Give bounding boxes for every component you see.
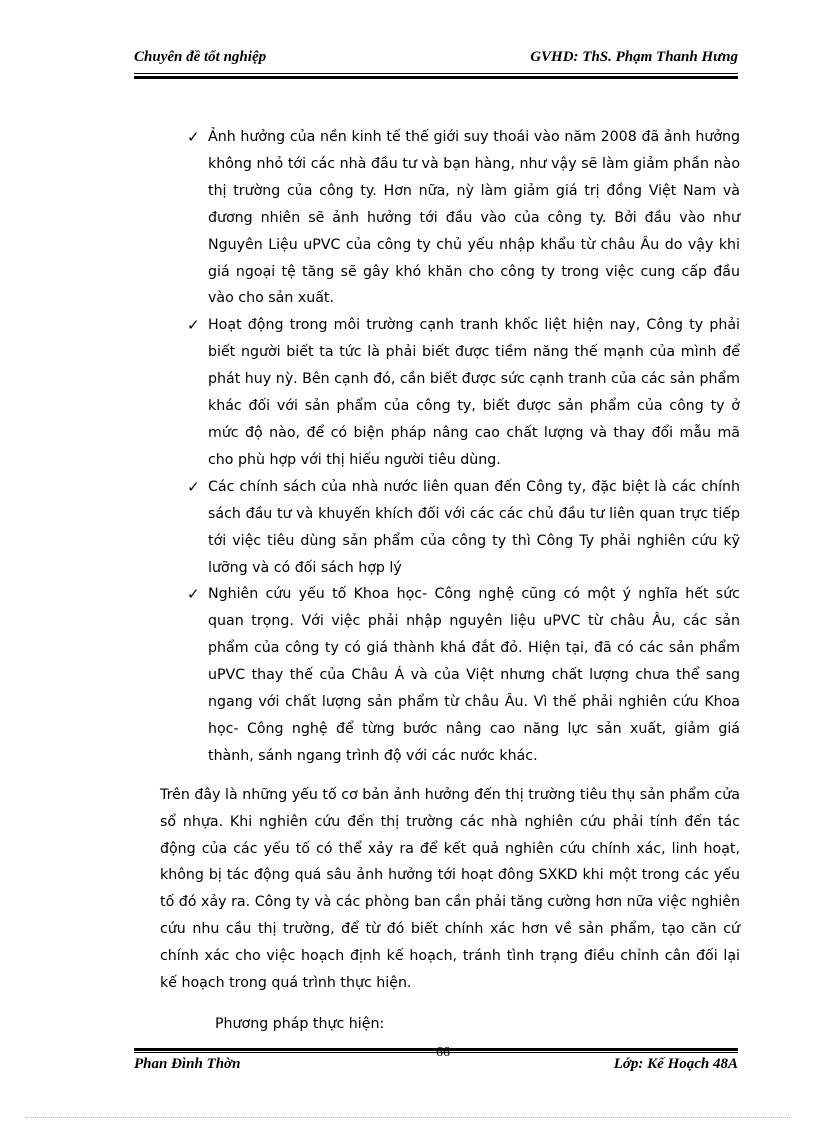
- header-title: Chuyên đề tốt nghiệp: [134, 49, 267, 65]
- list-item-text: Các chính sách của nhà nước liên quan đến Công ty, đặc biệt là các chính sách đầu tư và khuyến khích đối với các các chủ đầu tư liên quan trực tiếp tới việc tiêu dùng sản phẩm của công ty thì Công Ty phải nghiên cứu kỹ lưỡng và có đối sách hợp lý: [208, 478, 740, 576]
- list-item-text: Nghiên cứu yếu tố Khoa học- Công nghệ cũng có một ý nghĩa hết sức quan trọng. Với việc phải nhập nguyên liệu uPVC từ châu Âu, các sản phẩm của công ty có giá thành khá đắt đỏ. Hiện tại, đã có các sản phẩm uPVC thay thế của Châu Á và của Việt nhưng chất lượng chưa thể sang ngang với chất lượng sản phẩm từ châu Âu. Vì thế phải nghiên cứu Khoa học- Công nghệ để từng bước nâng cao năng lực sản xuất, giảm giá thành, sánh ngang trình độ với các nước khác.: [208, 586, 740, 764]
- page-number: 66: [436, 1045, 450, 1060]
- checkmark-icon: ✓: [187, 585, 200, 604]
- page-header: [134, 46, 738, 72]
- checkmark-icon: ✓: [187, 316, 200, 335]
- checkmark-icon: ✓: [187, 128, 200, 146]
- footer-author: Phan Đình Thờn: [134, 1056, 241, 1072]
- list-item-text: Ảnh hưởng của nền kinh tế thế giới suy thoái vào năm 2008 đã ảnh hưởng không nhỏ tới các nhà đầu tư và bạn hàng, như vậy sẽ làm giảm phần nào thị trường của công ty. Hơn nữa, nỳ làm giảm giá trị đồng Việt Nam và đương nhiên sẽ ảnh hưởng tới đầu vào của công ty. Bởi đầu vào như Nguyên Liệu uPVC của công ty chủ yếu nhập khẩu từ châu Âu do vậy khi giá ngoại tệ tăng sẽ gây khó khăn cho công ty trong việc cung cấp đầu vào cho sản xuất.: [208, 129, 740, 307]
- header-advisor: GVHD: ThS. Phạm Thanh Hưng: [530, 49, 738, 65]
- page-bottom-divider: [26, 1117, 790, 1118]
- list-item: [160, 312, 740, 473]
- page-footer: [134, 1053, 738, 1077]
- header-rule-thin: [134, 73, 738, 74]
- method-heading: Phương pháp thực hiện:: [215, 1016, 385, 1032]
- list-item: [160, 124, 740, 312]
- summary-paragraph: Trên đây là những yếu tố cơ bản ảnh hưởng đến thị trường tiêu thụ sản phẩm cửa sổ nhựa. Khi nghiên cứu đến thị trường các nhà nghiên cứu phải tính đến tác động của các yếu tố có thể xảy ra để kết quả nghiên cứu chính xác, linh hoạt, không bị tác động quá sâu ảnh hưởng tới hoạt đông SXKD khi một trong các yếu tố đó xảy ra. Công ty và các phòng ban cần phải tăng cường hơn nữa việc nghiên cứu nhu cầu thị trường, để từ đó biết chính xác hơn về sản phẩm, tạo căn cứ chính xác cho việc hoạch định kế hoạch, tránh tình trạng điều chỉnh cân đối lại kế hoạch trong quá trình thực hiện.: [160, 786, 740, 992]
- page-body: [160, 124, 740, 1038]
- list-item-text: Hoạt động trong môi trường cạnh tranh khốc liệt hiện nay, Công ty phải biết người biết ta tức là phải biết được tiềm năng thế mạnh của mình để phát huy nỳ. Bên cạnh đó, cần biết được sức cạnh tranh của các sản phẩm khác đối với sản phẩm của công ty, biết được sản phẩm của công ty ở mức độ nào, để có biện pháp nâng cao chất lượng và thay đổi mẫu mã cho phù hợp với thị hiếu người tiêu dùng.: [208, 317, 740, 468]
- checkmark-icon: ✓: [187, 477, 200, 496]
- list-item: [160, 474, 740, 582]
- footer-class: Lớp: Kế Hoạch 48A: [613, 1056, 738, 1072]
- list-item: [160, 581, 740, 769]
- factor-list: [160, 124, 740, 770]
- header-rule-thick: [134, 76, 738, 79]
